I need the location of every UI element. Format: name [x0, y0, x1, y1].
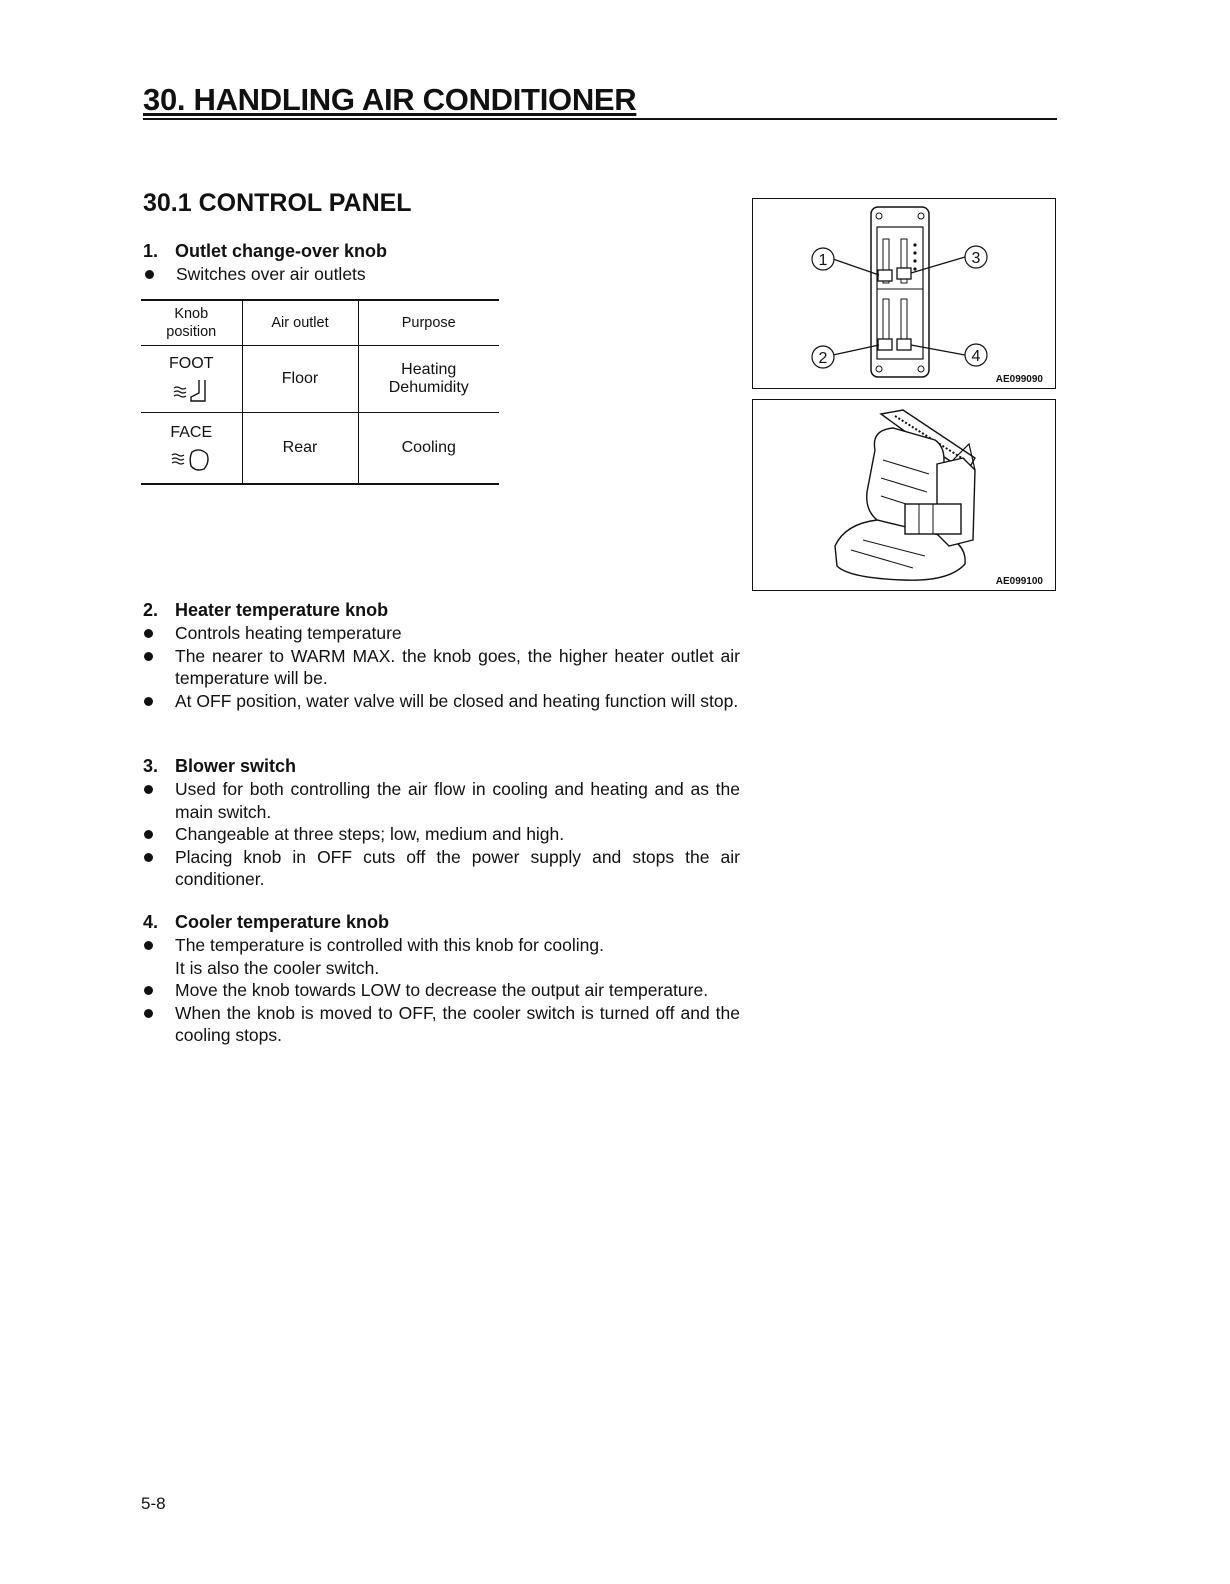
face-vent-icon	[170, 446, 212, 472]
bullet-list-cooler-knob	[143, 934, 740, 1047]
header-air-outlet: Air outlet	[242, 300, 358, 346]
callout-2	[812, 346, 834, 368]
figure-operator-seat	[752, 399, 1056, 591]
list-item: Controls heating temperature	[143, 622, 740, 645]
figure-code: AE099100	[995, 576, 1043, 587]
list-item: Switches over air outlets	[144, 263, 741, 286]
svg-text:2: 2	[818, 350, 828, 367]
list-item: At OFF position, water valve will be closed and heating function will stop.	[143, 690, 740, 713]
item-title-cooler-knob	[143, 912, 389, 933]
foot-vent-icon	[171, 377, 211, 403]
bullet-dot	[144, 697, 153, 706]
item-title-outlet-knob	[143, 241, 387, 262]
svg-text:4: 4	[971, 348, 981, 365]
figure-code: AE099090	[995, 374, 1043, 385]
table-cell-outlet: Floor	[242, 346, 358, 413]
item-title-heater-knob	[143, 600, 388, 621]
table-cell-purpose: Heating Dehumidity	[358, 346, 499, 413]
table-cell-position: FACE	[141, 413, 242, 485]
callout-1	[812, 248, 834, 270]
page-number: 5-8	[141, 1494, 166, 1513]
table-cell-position: FOOT	[141, 346, 242, 413]
table-row	[141, 346, 499, 413]
svg-text:3: 3	[971, 250, 981, 267]
bullet-list-blower-switch	[143, 778, 740, 891]
bullet-dot	[144, 853, 153, 862]
item-heading: Blower switch	[175, 756, 297, 776]
knob-position-table	[141, 299, 499, 485]
figure-control-panel	[752, 198, 1056, 389]
list-item: Move the knob towards LOW to decrease the output air temperature.	[143, 979, 740, 1002]
svg-text:1: 1	[818, 252, 828, 269]
item-heading: Heater temperature knob	[175, 600, 389, 620]
bullet-dot	[144, 941, 153, 950]
bullet-list-outlet-knob	[144, 263, 741, 286]
item-heading: Outlet change-over knob	[175, 241, 388, 261]
section-title: 30.1 CONTROL PANEL	[143, 189, 412, 217]
bullet-dot	[144, 986, 153, 995]
table-cell-purpose: Cooling	[358, 413, 499, 485]
item-number: 1.	[143, 241, 159, 261]
header-knob-position: Knob position	[166, 306, 217, 340]
item-number: 2.	[143, 600, 159, 620]
table-cell-outlet: Rear	[242, 413, 358, 485]
bullet-dot	[144, 1009, 153, 1018]
callout-4	[965, 344, 987, 366]
bullet-dot	[144, 830, 153, 839]
bullet-dot	[144, 629, 153, 638]
table-row	[141, 413, 499, 485]
table-header-row	[141, 300, 499, 346]
chapter-title-text: 30. HANDLING AIR CONDITIONER	[143, 82, 637, 117]
list-item: When the knob is moved to OFF, the cooler switch is turned off and the cooling stops.	[143, 1002, 740, 1047]
item-number: 4.	[143, 912, 159, 932]
list-item: Used for both controlling the air flow in cooling and heating and as the main switch.	[143, 778, 740, 823]
list-item: The nearer to WARM MAX. the knob goes, the higher heater outlet air temperature will be.	[143, 645, 740, 690]
operator-seat-illustration	[753, 400, 1055, 590]
bullet-dot	[144, 652, 153, 661]
header-purpose: Purpose	[358, 300, 499, 346]
item-heading: Cooler temperature knob	[175, 912, 390, 932]
control-panel-illustration	[753, 199, 1055, 388]
list-item: The temperature is controlled with this knob for cooling. It is also the cooler switch.	[143, 934, 740, 979]
bullet-list-heater-knob	[143, 622, 740, 712]
bullet-dot	[144, 785, 153, 794]
item-title-blower-switch	[143, 756, 296, 777]
bullet-dot	[145, 270, 154, 279]
item-number: 3.	[143, 756, 159, 776]
list-item: Changeable at three steps; low, medium and high.	[143, 823, 740, 846]
callout-3	[965, 246, 987, 268]
chapter-title	[143, 82, 1057, 120]
list-item: Placing knob in OFF cuts off the power supply and stops the air conditioner.	[143, 846, 740, 891]
